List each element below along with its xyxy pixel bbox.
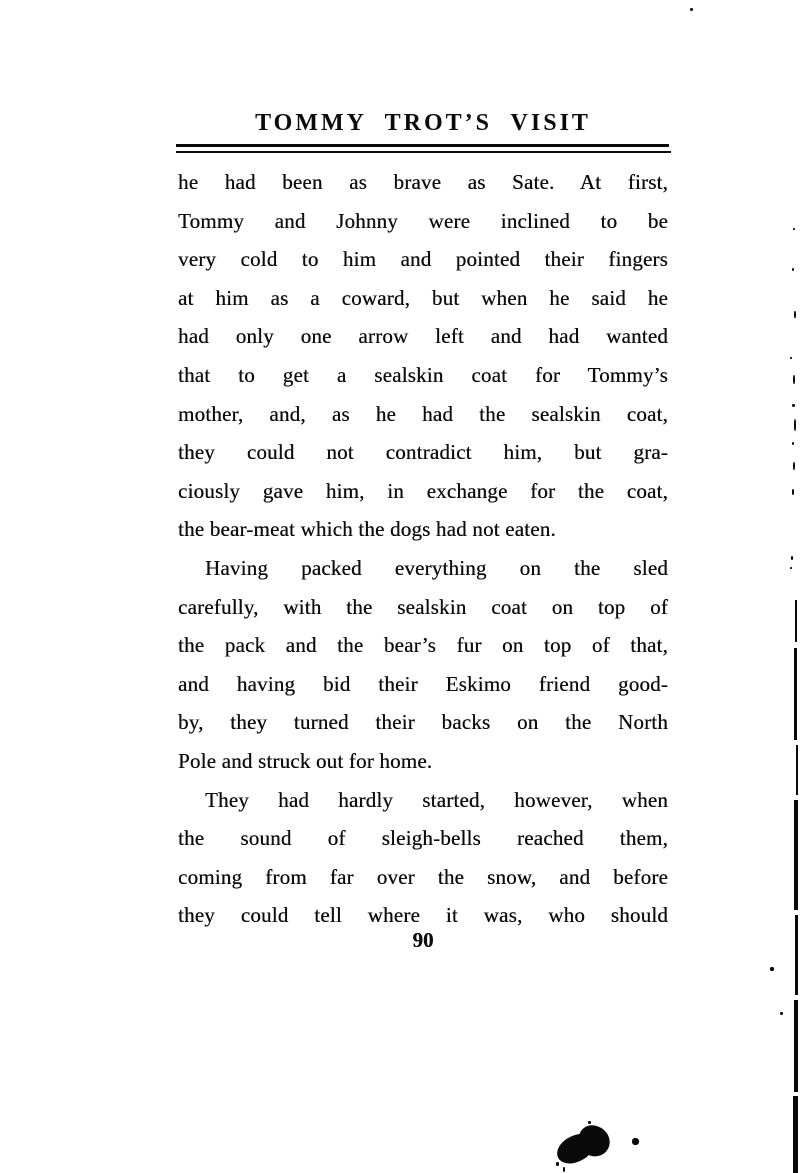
text-line: Tommy and Johnny were inclined to be [178,208,668,233]
page-number: 90 [412,928,434,952]
text-line: had only one arrow left and had wanted [178,324,668,349]
text-line: Having packed everything on the sled [205,555,668,580]
text-line: they could not contradict him, but gra- [178,440,668,465]
text-line: at him as a coward, but when he said he [178,285,668,310]
text-line: coming from far over the snow, and before [178,864,668,889]
text-line: Pole and struck out for home. [178,748,433,773]
text-line: he had been as brave as Sate. At first, [178,170,668,194]
text-line: mother, and, as he had the sealskin coat, [178,401,668,426]
body-text [178,163,668,935]
running-head-title: TOMMY TROT’S VISIT [255,110,591,136]
text-line: carefully, with the sealskin coat on top of [178,594,668,619]
text-line: that to get a sealskin coat for Tommy’s [178,362,668,387]
text-line: the sound of sleigh-bells reached them, [178,826,668,851]
text-line: by, they turned their backs on the North [178,710,668,735]
text-line: the bear-meat which the dogs had not eaten. [178,517,556,542]
text-line: ciously gave him, in exchange for the coat, [178,478,668,503]
text-line: They had hardly started, however, when [205,787,668,812]
header-rule-bottom [176,151,671,153]
text-line: very cold to him and pointed their fingers [178,247,668,272]
header-rule-top [176,144,669,147]
text-line: they could tell where it was, who should [178,903,668,928]
text-line: and having bid their Eskimo friend good- [178,671,668,696]
text-line: the pack and the bear’s fur on top of that, [178,633,668,658]
